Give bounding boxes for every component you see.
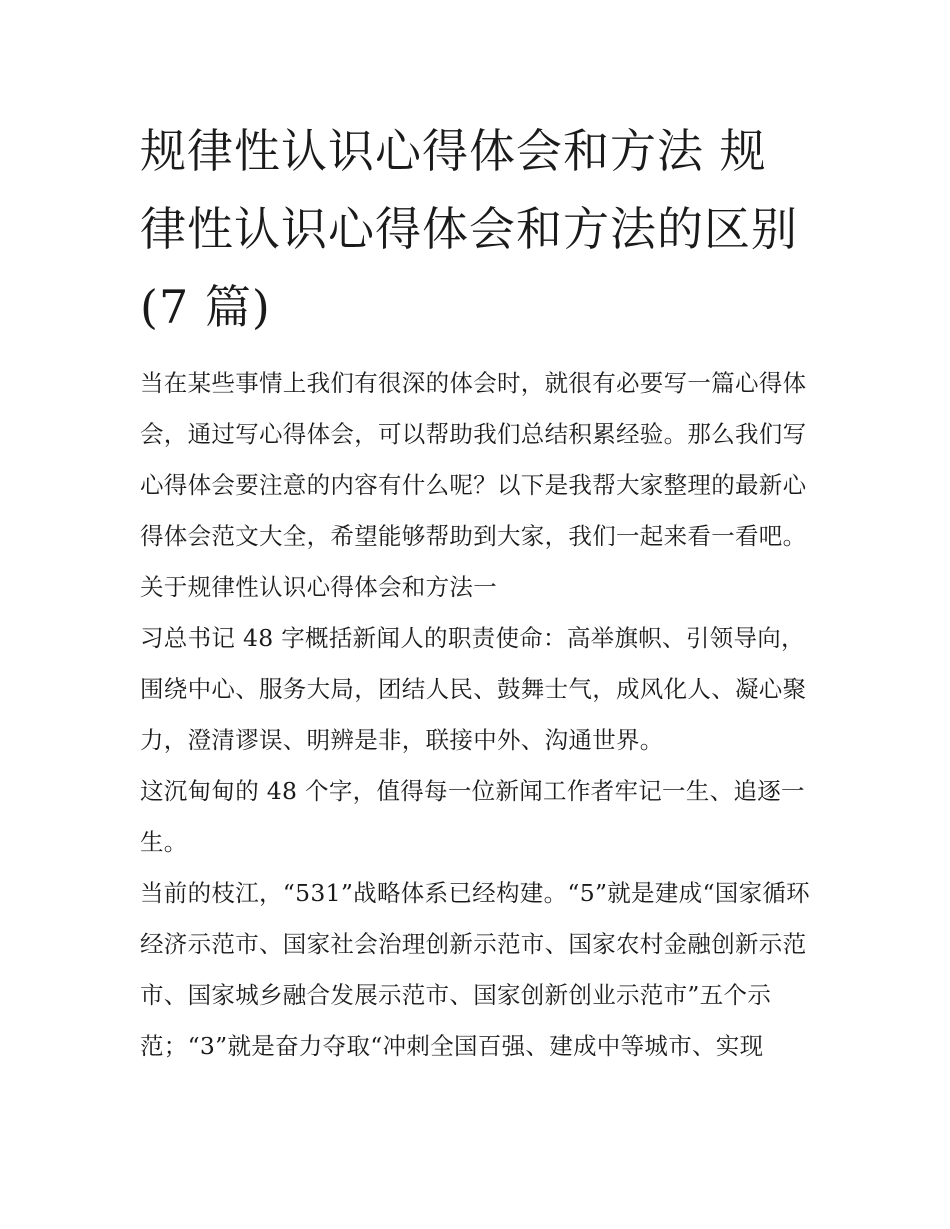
document-body bbox=[140, 112, 812, 1072]
document-title: 规律性认识心得体会和方法 规律性认识心得体会和方法的区别(7 篇) bbox=[140, 124, 798, 334]
body-paragraph: 当前的枝江，“531”战略体系已经构建。“5”就是建成“国家循环经济示范市、国家社会治理创新示范市、国家农村金融创新示范市、国家城乡融合发展示范市、国家创新创业示范市”五个示范；“3”就是奋力夺取“冲刺全国百强、建成中等城市、实现 bbox=[140, 879, 810, 1060]
intro-paragraph: 当在某些事情上我们有很深的体会时，就很有必要写一篇心得体会，通过写心得体会，可以帮助我们总结积累经验。那么我们写心得体会要注意的内容有什么呢？以下是我帮大家整理的最新心得体会范文大全，希望能够帮助到大家，我们一起来看一看吧。 bbox=[140, 369, 807, 550]
body-paragraph: 习总书记 48 字概括新闻人的职责使命：高举旗帜、引领导向，围绕中心、服务大局，团结人民、鼓舞士气，成风化人、凝心聚力，澄清谬误、明辨是非，联接中外、沟通世界。 bbox=[140, 624, 807, 754]
body-paragraph: 这沉甸甸的 48 个字，值得每一位新闻工作者牢记一生、追逐一生。 bbox=[140, 777, 805, 856]
section-heading: 关于规律性认识心得体会和方法一 bbox=[140, 573, 497, 601]
